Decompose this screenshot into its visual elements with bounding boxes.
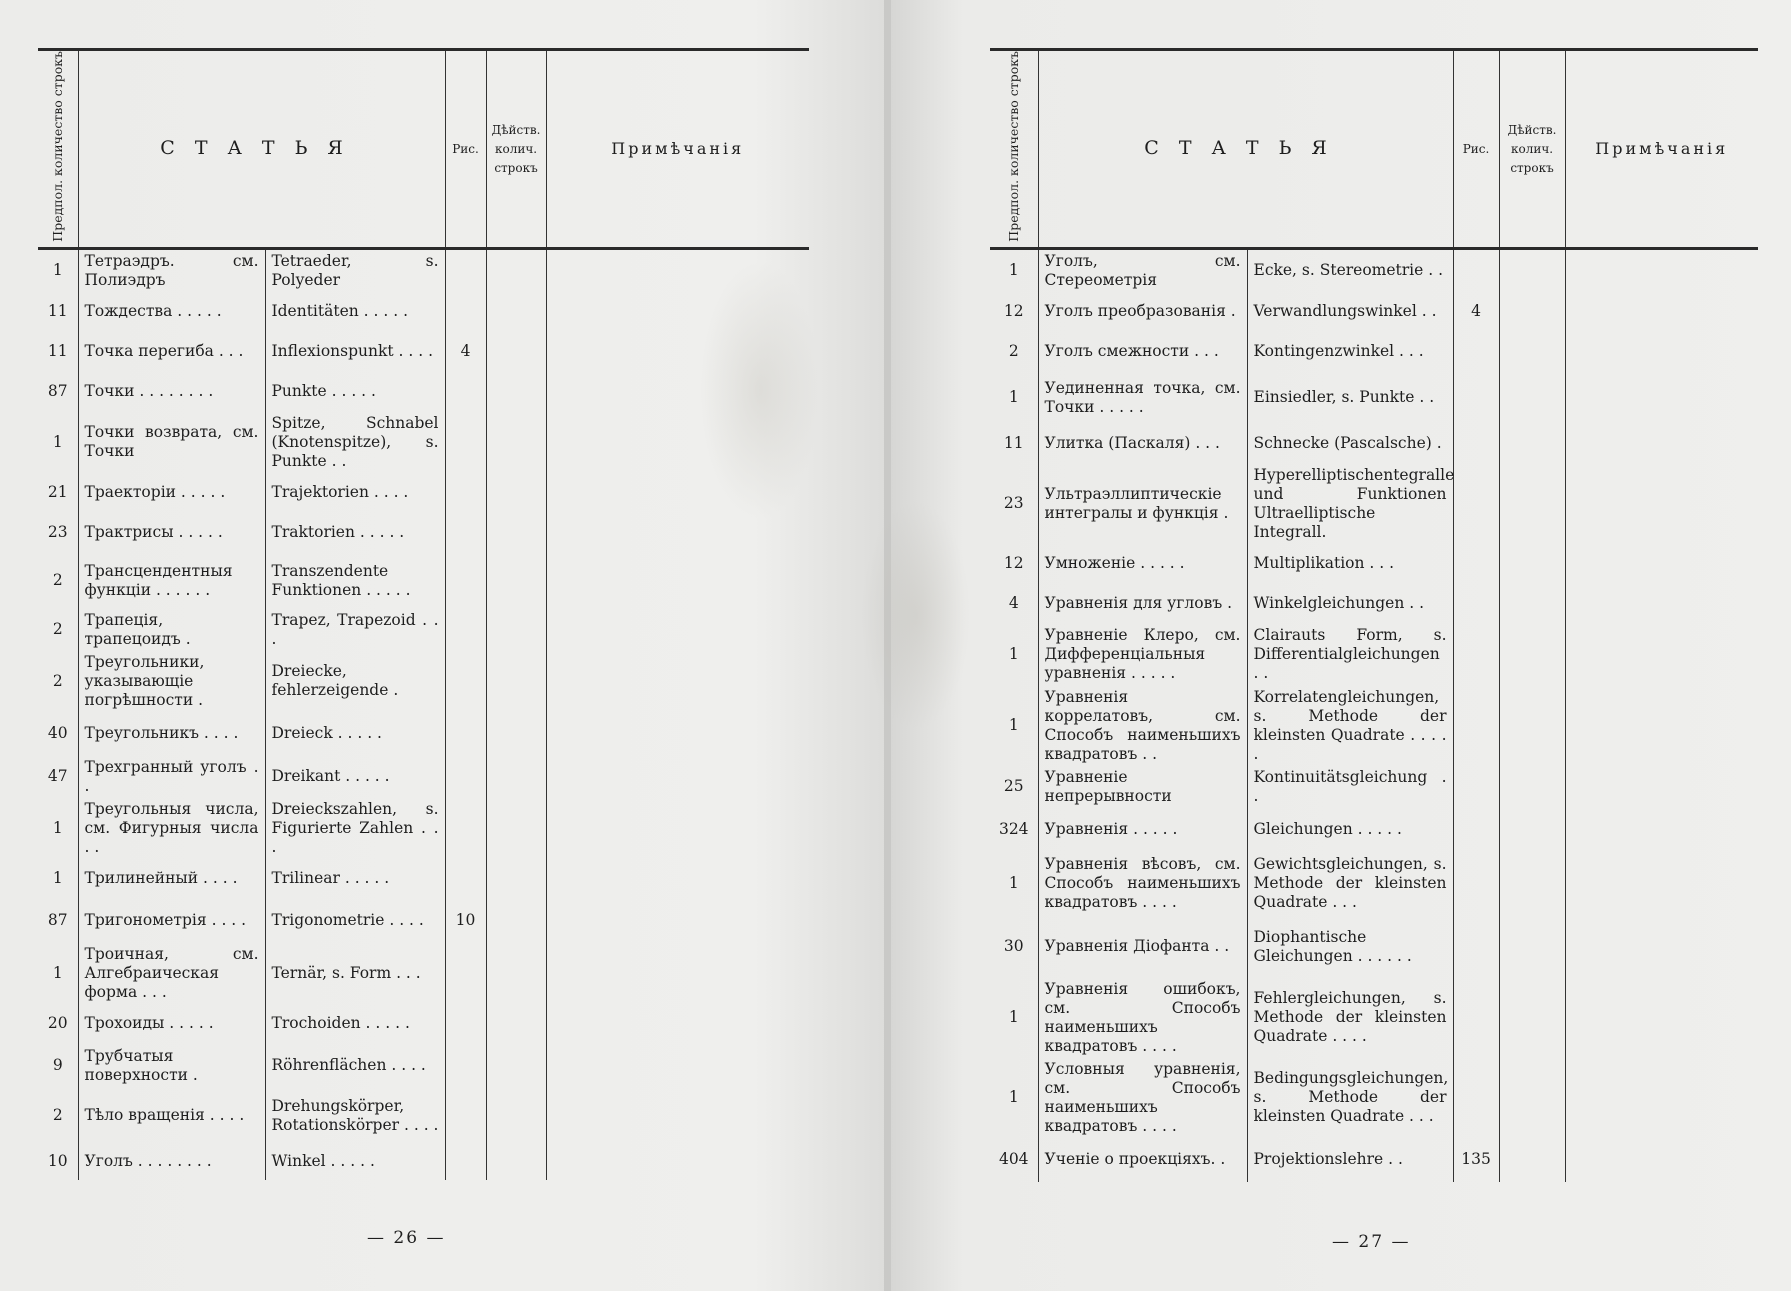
figures-header: Рис.	[1453, 50, 1499, 249]
table-header-row	[990, 50, 1758, 249]
german-term-cell: Trapez, Trapezoid . . .	[265, 609, 445, 651]
russian-term-cell: Уравненія для угловъ .	[1038, 584, 1247, 624]
actual-count-cell	[1499, 1138, 1565, 1182]
row-count-cell: 11	[38, 332, 78, 372]
notes-cell	[1565, 292, 1758, 332]
russian-term-cell: Тѣло вращенія . . . .	[78, 1088, 265, 1144]
left-page	[0, 0, 888, 1291]
german-term-cell: Projektionslehre . .	[1247, 1138, 1453, 1182]
row-count-cell: 40	[38, 712, 78, 756]
table-row	[38, 943, 809, 1004]
notes-cell	[546, 1088, 809, 1144]
row-count-cell: 404	[990, 1138, 1038, 1182]
russian-term-cell: Уголъ . . . . . . . .	[78, 1144, 265, 1180]
table-row	[38, 473, 809, 513]
russian-term-cell: Трапеція, трапецоидъ .	[78, 609, 265, 651]
russian-term-cell: Треугольникъ . . . .	[78, 712, 265, 756]
german-term-cell: Gewichtsgleichungen, s. Methode der kleinsten Quadrate . . .	[1247, 852, 1453, 916]
article-header: СТАТЬЯ	[1038, 50, 1453, 249]
figures-cell	[445, 859, 486, 899]
row-count-cell: 23	[38, 513, 78, 553]
figures-cell	[1453, 766, 1499, 808]
russian-term-cell: Точка перегиба . . .	[78, 332, 265, 372]
actual-count-cell	[1499, 808, 1565, 852]
german-term-cell: Hyperelliptischentegralle und Funktionen Ultraelliptische Integrall.	[1247, 464, 1453, 544]
table-row	[38, 292, 809, 332]
table-row	[38, 553, 809, 609]
figures-header: Рис.	[445, 50, 486, 249]
figures-cell	[445, 473, 486, 513]
actual-count-cell	[486, 712, 546, 756]
figures-cell	[445, 513, 486, 553]
table-row	[38, 1144, 809, 1180]
notes-cell	[546, 1004, 809, 1044]
german-term-cell: Drehungskörper, Rotationskörper . . . .	[265, 1088, 445, 1144]
russian-term-cell: Уравненія коррелатовъ, см. Способъ наименьшихъ квадратовъ . .	[1038, 686, 1247, 766]
left-table-body	[38, 248, 809, 1180]
russian-term-cell: Ультраэллиптическіе интегралы и функція .	[1038, 464, 1247, 544]
russian-term-cell: Уголъ смежности . . .	[1038, 332, 1247, 372]
notes-header: Примѣчанія	[1565, 50, 1758, 249]
table-row	[990, 248, 1758, 292]
german-term-cell: Dreiecke, fehlerzeigende .	[265, 651, 445, 712]
notes-cell	[546, 712, 809, 756]
figures-cell: 4	[445, 332, 486, 372]
table-row	[990, 978, 1758, 1058]
actual-count-cell	[486, 1044, 546, 1088]
actual-count-cell	[486, 651, 546, 712]
table-row	[990, 808, 1758, 852]
german-term-cell: Punkte . . . . .	[265, 372, 445, 412]
figures-cell	[445, 1144, 486, 1180]
table-row	[38, 756, 809, 798]
table-row	[990, 686, 1758, 766]
actual-count-cell	[486, 513, 546, 553]
german-term-cell: Spitze, Schnabel (Knotenspitze), s. Punkte . .	[265, 412, 445, 473]
table-row	[38, 798, 809, 859]
table-row	[990, 584, 1758, 624]
russian-term-cell: Трансцендентныя функціи . . . . . .	[78, 553, 265, 609]
table-header-row	[38, 50, 809, 249]
figures-cell	[1453, 916, 1499, 978]
actual-count-cell	[486, 1004, 546, 1044]
notes-cell	[1565, 1138, 1758, 1182]
table-row	[990, 916, 1758, 978]
russian-term-cell: Уравненія . . . . .	[1038, 808, 1247, 852]
row-count-cell: 1	[38, 798, 78, 859]
row-count-cell: 11	[38, 292, 78, 332]
russian-term-cell: Умноженіе . . . . .	[1038, 544, 1247, 584]
figures-cell	[1453, 424, 1499, 464]
notes-cell	[546, 651, 809, 712]
paper-stain	[861, 500, 971, 730]
russian-term-cell: Трохоиды . . . . .	[78, 1004, 265, 1044]
figures-cell	[445, 943, 486, 1004]
row-count-cell: 1	[38, 859, 78, 899]
german-term-cell: Fehlergleichungen, s. Methode der kleinsten Quadrate . . . .	[1247, 978, 1453, 1058]
row-count-cell: 23	[990, 464, 1038, 544]
actual-count-cell	[486, 553, 546, 609]
figures-cell: 4	[1453, 292, 1499, 332]
russian-term-cell: Точки возврата, см. Точки	[78, 412, 265, 473]
figures-cell: 10	[445, 899, 486, 943]
row-count-cell: 47	[38, 756, 78, 798]
russian-term-cell: Троичная, см. Алгебраическая форма . . .	[78, 943, 265, 1004]
german-term-cell: Tetraeder, s. Polyeder	[265, 248, 445, 292]
row-count-cell: 11	[990, 424, 1038, 464]
row-count-cell: 9	[38, 1044, 78, 1088]
german-term-cell: Clairauts Form, s. Differentialgleichungen . .	[1247, 624, 1453, 686]
table-row	[38, 1004, 809, 1044]
actual-count-cell	[1499, 424, 1565, 464]
russian-term-cell: Трилинейный . . . .	[78, 859, 265, 899]
actual-count-cell	[1499, 292, 1565, 332]
figures-cell	[1453, 624, 1499, 686]
russian-term-cell: Условныя уравненія, см. Способъ наименьшихъ квадратовъ . . . .	[1038, 1058, 1247, 1138]
row-count-cell: 324	[990, 808, 1038, 852]
actual-count-cell	[486, 1144, 546, 1180]
actual-count-header: Дѣйств. колич. строкъ	[1499, 50, 1565, 249]
notes-cell	[1565, 248, 1758, 292]
table-row	[38, 859, 809, 899]
german-term-cell: Kontinuitätsgleichung . .	[1247, 766, 1453, 808]
notes-cell	[1565, 544, 1758, 584]
row-count-cell: 21	[38, 473, 78, 513]
row-count-cell: 2	[38, 553, 78, 609]
german-term-cell: Trilinear . . . . .	[265, 859, 445, 899]
figures-cell	[445, 248, 486, 292]
notes-cell	[1565, 464, 1758, 544]
table-row	[990, 1058, 1758, 1138]
row-count-cell: 1	[990, 686, 1038, 766]
table-row	[38, 1088, 809, 1144]
actual-count-cell	[1499, 916, 1565, 978]
row-count-cell: 2	[990, 332, 1038, 372]
german-term-cell: Trochoiden . . . . .	[265, 1004, 445, 1044]
notes-cell	[1565, 584, 1758, 624]
figures-cell	[1453, 248, 1499, 292]
german-term-cell: Korrelatengleichungen, s. Methode der kleinsten Quadrate . . . . .	[1247, 686, 1453, 766]
right-table-body	[990, 248, 1758, 1182]
count-header: Предпол. количество строкъ	[38, 50, 78, 249]
german-term-cell: Röhrenflächen . . . .	[265, 1044, 445, 1088]
table-row	[990, 1138, 1758, 1182]
table-row	[990, 766, 1758, 808]
german-term-cell: Trigonometrie . . . .	[265, 899, 445, 943]
table-row	[38, 248, 809, 292]
german-term-cell: Dreieck . . . . .	[265, 712, 445, 756]
actual-count-cell	[1499, 852, 1565, 916]
german-term-cell: Kontingenzwinkel . . .	[1247, 332, 1453, 372]
row-count-cell: 1	[990, 372, 1038, 424]
figures-cell	[1453, 1058, 1499, 1138]
german-term-cell: Dreieckszahlen, s. Figurierte Zahlen . . .	[265, 798, 445, 859]
notes-cell	[546, 553, 809, 609]
actual-count-cell	[1499, 624, 1565, 686]
page-number: — 27 —	[1332, 1232, 1411, 1252]
row-count-cell: 10	[38, 1144, 78, 1180]
figures-cell	[1453, 544, 1499, 584]
row-count-cell: 2	[38, 651, 78, 712]
russian-term-cell: Треугольники, указывающіе погрѣшности .	[78, 651, 265, 712]
notes-cell	[1565, 916, 1758, 978]
german-term-cell: Multiplikation . . .	[1247, 544, 1453, 584]
actual-count-cell	[486, 292, 546, 332]
figures-cell	[1453, 464, 1499, 544]
notes-cell	[546, 859, 809, 899]
figures-cell	[1453, 584, 1499, 624]
table-row	[990, 544, 1758, 584]
figures-cell	[445, 372, 486, 412]
notes-cell	[1565, 424, 1758, 464]
table-row	[38, 651, 809, 712]
figures-cell	[445, 712, 486, 756]
russian-term-cell: Треугольныя числа, см. Фигурныя числа . .	[78, 798, 265, 859]
figures-cell	[445, 1044, 486, 1088]
notes-cell	[1565, 624, 1758, 686]
russian-term-cell: Трехгранный уголъ . .	[78, 756, 265, 798]
german-term-cell: Traktorien . . . . .	[265, 513, 445, 553]
actual-count-cell	[1499, 332, 1565, 372]
table-row	[38, 609, 809, 651]
german-term-cell: Ecke, s. Stereometrie . .	[1247, 248, 1453, 292]
russian-term-cell: Трактрисы . . . . .	[78, 513, 265, 553]
row-count-cell: 1	[990, 248, 1038, 292]
actual-count-cell	[1499, 978, 1565, 1058]
figures-cell	[1453, 978, 1499, 1058]
row-count-cell: 25	[990, 766, 1038, 808]
table-row	[990, 292, 1758, 332]
table-row	[990, 464, 1758, 544]
notes-cell	[1565, 332, 1758, 372]
notes-cell	[1565, 808, 1758, 852]
actual-count-cell	[1499, 464, 1565, 544]
notes-cell	[1565, 686, 1758, 766]
russian-term-cell: Улитка (Паскаля) . . .	[1038, 424, 1247, 464]
actual-count-cell	[1499, 686, 1565, 766]
row-count-cell: 12	[990, 292, 1038, 332]
paper-stain	[700, 260, 820, 520]
german-term-cell: Transzendente Funktionen . . . . .	[265, 553, 445, 609]
article-header: СТАТЬЯ	[78, 50, 445, 249]
table-row	[38, 412, 809, 473]
notes-cell	[546, 1044, 809, 1088]
row-count-cell: 1	[990, 852, 1038, 916]
russian-term-cell: Уголъ, см. Стереометрія	[1038, 248, 1247, 292]
row-count-cell: 4	[990, 584, 1038, 624]
russian-term-cell: Уравненіе Клеро, см. Дифференціальныя уравненія . . . . .	[1038, 624, 1247, 686]
figures-cell	[445, 553, 486, 609]
actual-count-cell	[486, 609, 546, 651]
notes-cell	[546, 609, 809, 651]
actual-count-cell	[1499, 372, 1565, 424]
row-count-cell: 1	[990, 1058, 1038, 1138]
notes-cell	[546, 513, 809, 553]
row-count-cell: 1	[38, 412, 78, 473]
actual-count-cell	[486, 412, 546, 473]
german-term-cell: Schnecke (Pascalsche) .	[1247, 424, 1453, 464]
actual-count-header: Дѣйств. колич. строкъ	[486, 50, 546, 249]
figures-cell	[1453, 686, 1499, 766]
row-count-cell: 30	[990, 916, 1038, 978]
russian-term-cell: Трубчатыя поверхности .	[78, 1044, 265, 1088]
notes-cell	[546, 756, 809, 798]
table-row	[38, 1044, 809, 1088]
german-term-cell: Winkel . . . . .	[265, 1144, 445, 1180]
figures-cell	[445, 1088, 486, 1144]
row-count-cell: 1	[990, 624, 1038, 686]
actual-count-cell	[486, 1088, 546, 1144]
table-row	[990, 852, 1758, 916]
actual-count-cell	[486, 332, 546, 372]
actual-count-cell	[1499, 544, 1565, 584]
row-count-cell: 2	[38, 609, 78, 651]
figures-cell	[445, 1004, 486, 1044]
notes-cell	[546, 798, 809, 859]
figures-cell	[445, 651, 486, 712]
actual-count-cell	[486, 859, 546, 899]
figures-cell: 135	[1453, 1138, 1499, 1182]
notes-cell	[1565, 978, 1758, 1058]
figures-cell	[445, 292, 486, 332]
german-term-cell: Identitäten . . . . .	[265, 292, 445, 332]
figures-cell	[445, 412, 486, 473]
russian-term-cell: Траекторіи . . . . .	[78, 473, 265, 513]
row-count-cell: 12	[990, 544, 1038, 584]
actual-count-cell	[486, 899, 546, 943]
russian-term-cell: Тождества . . . . .	[78, 292, 265, 332]
table-row	[990, 424, 1758, 464]
actual-count-cell	[486, 248, 546, 292]
russian-term-cell: Тригонометрія . . . .	[78, 899, 265, 943]
figures-cell	[1453, 332, 1499, 372]
table-row	[38, 712, 809, 756]
german-term-cell: Diophantische Gleichungen . . . . . .	[1247, 916, 1453, 978]
german-term-cell: Verwandlungswinkel . .	[1247, 292, 1453, 332]
row-count-cell: 1	[990, 978, 1038, 1058]
russian-term-cell: Уединенная точка, см. Точки . . . . .	[1038, 372, 1247, 424]
russian-term-cell: Уравненія вѣсовъ, см. Способъ наименьшихъ квадратовъ . . . .	[1038, 852, 1247, 916]
table-row	[990, 372, 1758, 424]
german-term-cell: Dreikant . . . . .	[265, 756, 445, 798]
russian-term-cell: Уравненіе непрерывности	[1038, 766, 1247, 808]
russian-term-cell: Уравненія Діофанта . .	[1038, 916, 1247, 978]
row-count-cell: 2	[38, 1088, 78, 1144]
left-index-table	[38, 48, 809, 1180]
german-term-cell: Einsiedler, s. Punkte . .	[1247, 372, 1453, 424]
table-row	[38, 899, 809, 943]
figures-cell	[445, 609, 486, 651]
german-term-cell: Trajektorien . . . .	[265, 473, 445, 513]
actual-count-cell	[486, 372, 546, 412]
figures-cell	[1453, 372, 1499, 424]
right-index-table	[990, 48, 1758, 1182]
table-row	[990, 332, 1758, 372]
count-header: Предпол. количество строкъ	[990, 50, 1038, 249]
actual-count-cell	[486, 798, 546, 859]
german-term-cell: Winkelgleichungen . .	[1247, 584, 1453, 624]
german-term-cell: Ternär, s. Form . . .	[265, 943, 445, 1004]
actual-count-cell	[1499, 248, 1565, 292]
german-term-cell: Gleichungen . . . . .	[1247, 808, 1453, 852]
page-number: — 26 —	[367, 1228, 446, 1248]
actual-count-cell	[1499, 766, 1565, 808]
table-row	[38, 372, 809, 412]
table-row	[38, 513, 809, 553]
actual-count-cell	[1499, 1058, 1565, 1138]
figures-cell	[445, 798, 486, 859]
figures-cell	[1453, 852, 1499, 916]
row-count-cell: 20	[38, 1004, 78, 1044]
german-term-cell: Inflexionspunkt . . . .	[265, 332, 445, 372]
row-count-cell: 87	[38, 372, 78, 412]
notes-cell	[546, 943, 809, 1004]
actual-count-cell	[486, 473, 546, 513]
notes-cell	[546, 1144, 809, 1180]
russian-term-cell: Точки . . . . . . . .	[78, 372, 265, 412]
notes-cell	[1565, 1058, 1758, 1138]
notes-cell	[1565, 852, 1758, 916]
actual-count-cell	[1499, 584, 1565, 624]
figures-cell	[1453, 808, 1499, 852]
row-count-cell: 1	[38, 943, 78, 1004]
notes-cell	[1565, 372, 1758, 424]
row-count-cell: 87	[38, 899, 78, 943]
figures-cell	[445, 756, 486, 798]
notes-cell	[1565, 766, 1758, 808]
row-count-cell: 1	[38, 248, 78, 292]
russian-term-cell: Уголъ преобразованія .	[1038, 292, 1247, 332]
german-term-cell: Bedingungsgleichungen, s. Methode der kleinsten Quadrate . . .	[1247, 1058, 1453, 1138]
notes-header: Примѣчанія	[546, 50, 809, 249]
actual-count-cell	[486, 943, 546, 1004]
russian-term-cell: Тетраэдръ. см. Полиэдръ	[78, 248, 265, 292]
russian-term-cell: Ученіе о проекціяхъ. .	[1038, 1138, 1247, 1182]
table-row	[990, 624, 1758, 686]
actual-count-cell	[486, 756, 546, 798]
russian-term-cell: Уравненія ошибокъ, см. Способъ наименьшихъ квадратовъ . . . .	[1038, 978, 1247, 1058]
table-row	[38, 332, 809, 372]
notes-cell	[546, 899, 809, 943]
